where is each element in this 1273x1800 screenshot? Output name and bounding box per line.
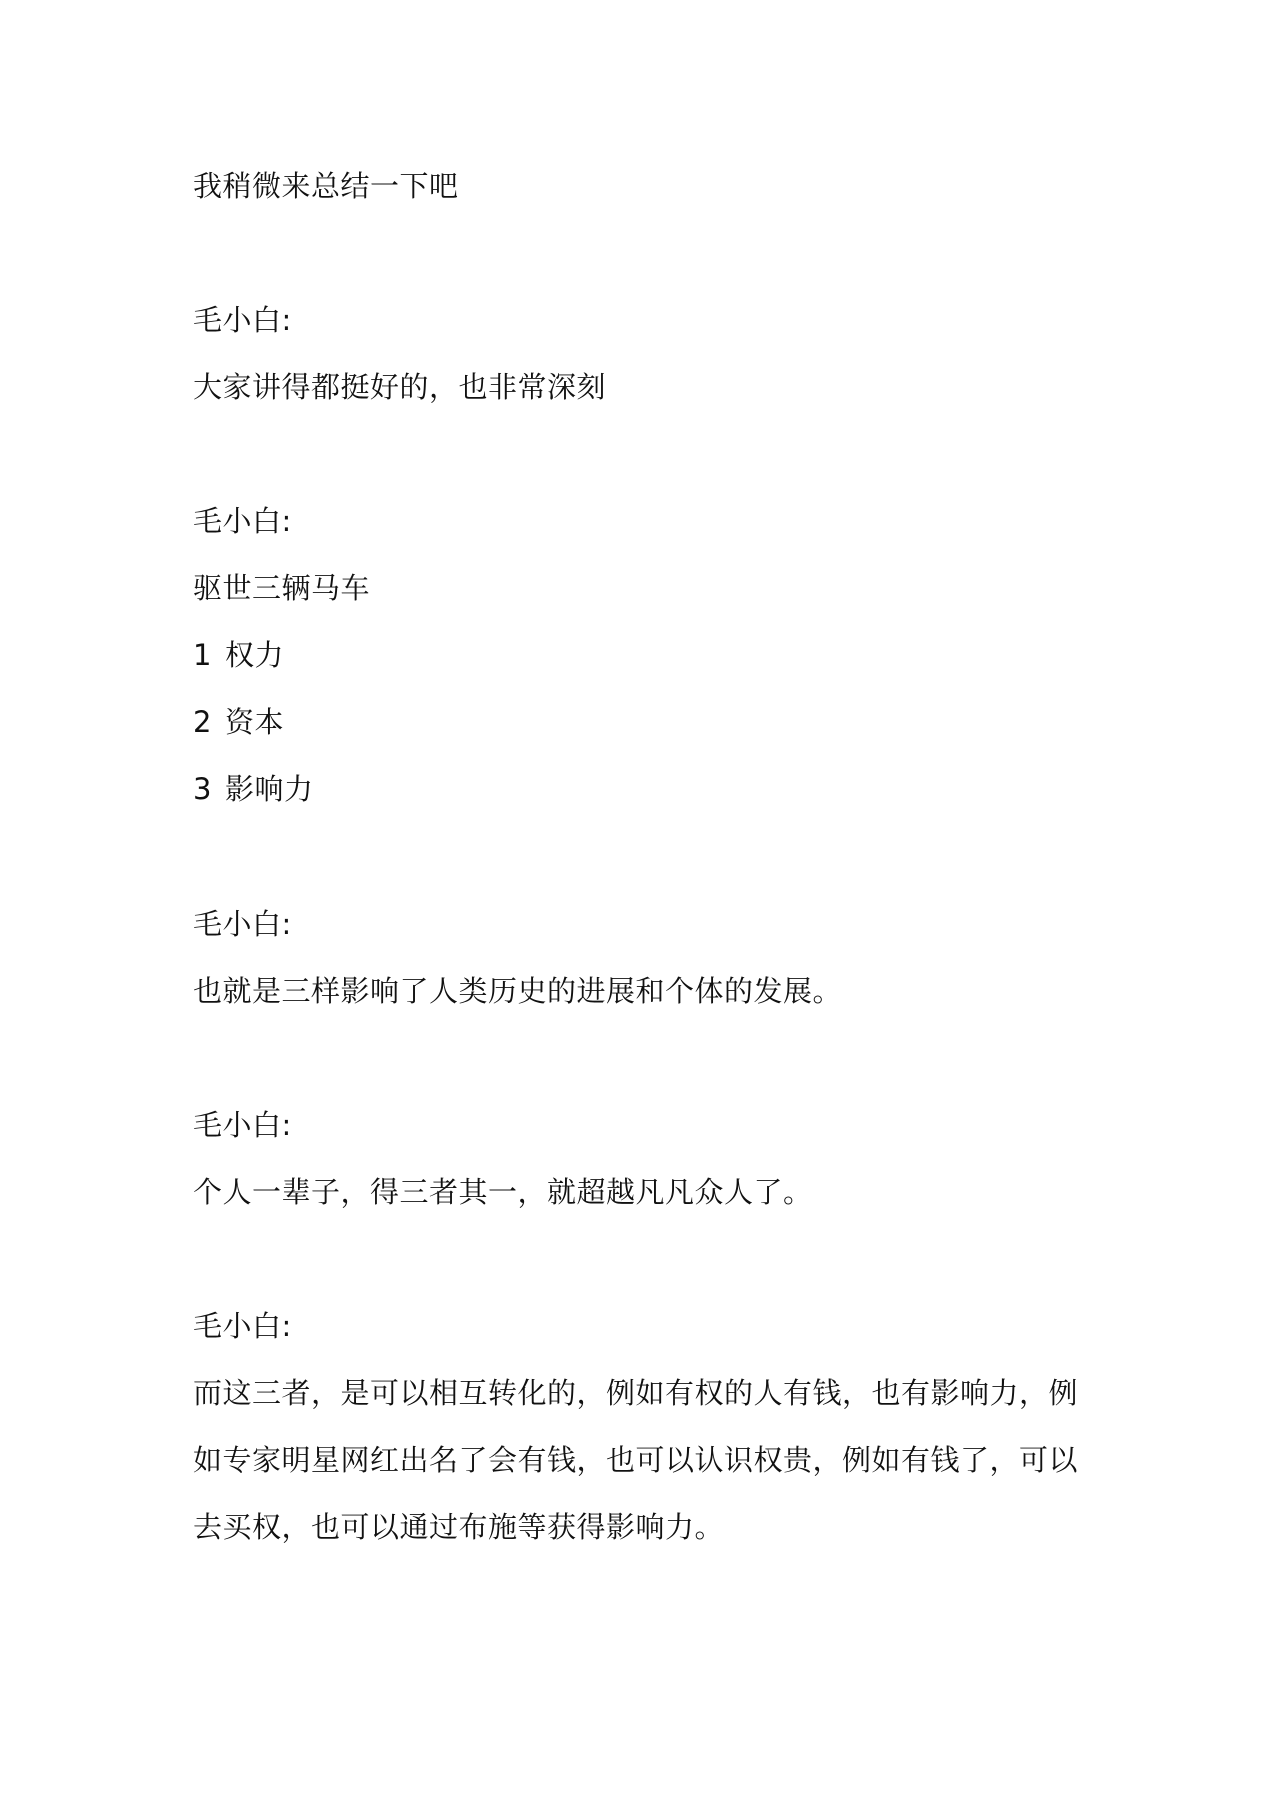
message-text: 而这三者，是可以相互转化的，例如有权的人有钱，也有影响力，例 — [193, 1376, 1079, 1410]
message-text: 大家讲得都挺好的，也非常深刻 — [193, 370, 607, 404]
list-item-number: 2 — [193, 705, 212, 739]
speaker-label: 毛小白: — [193, 1309, 292, 1343]
message-text: 个人一辈子，得三者其一，就超越凡凡众人了。 — [193, 1175, 813, 1209]
message-text: 也就是三样影响了人类历史的进展和个体的发展。 — [193, 974, 843, 1008]
list-item-text: 影响力 — [225, 772, 314, 806]
message-text: 如专家明星网红出名了会有钱，也可以认识权贵，例如有钱了，可以 — [193, 1443, 1079, 1477]
speaker-label: 毛小白: — [193, 504, 292, 538]
list-item-number: 1 — [193, 638, 212, 672]
list-item-number: 3 — [193, 772, 212, 806]
list-heading: 驱世三辆马车 — [193, 571, 371, 605]
list-item-text: 权力 — [225, 638, 285, 672]
message-text: 去买权，也可以通过布施等获得影响力。 — [193, 1510, 725, 1544]
speaker-label: 毛小白: — [193, 303, 292, 337]
list-item — [193, 704, 284, 740]
list-item — [193, 771, 314, 807]
list-item-text: 资本 — [225, 705, 285, 739]
list-item — [193, 637, 284, 673]
speaker-label: 毛小白: — [193, 907, 292, 941]
intro-text: 我稍微来总结一下吧 — [193, 169, 459, 203]
speaker-label: 毛小白: — [193, 1108, 292, 1142]
